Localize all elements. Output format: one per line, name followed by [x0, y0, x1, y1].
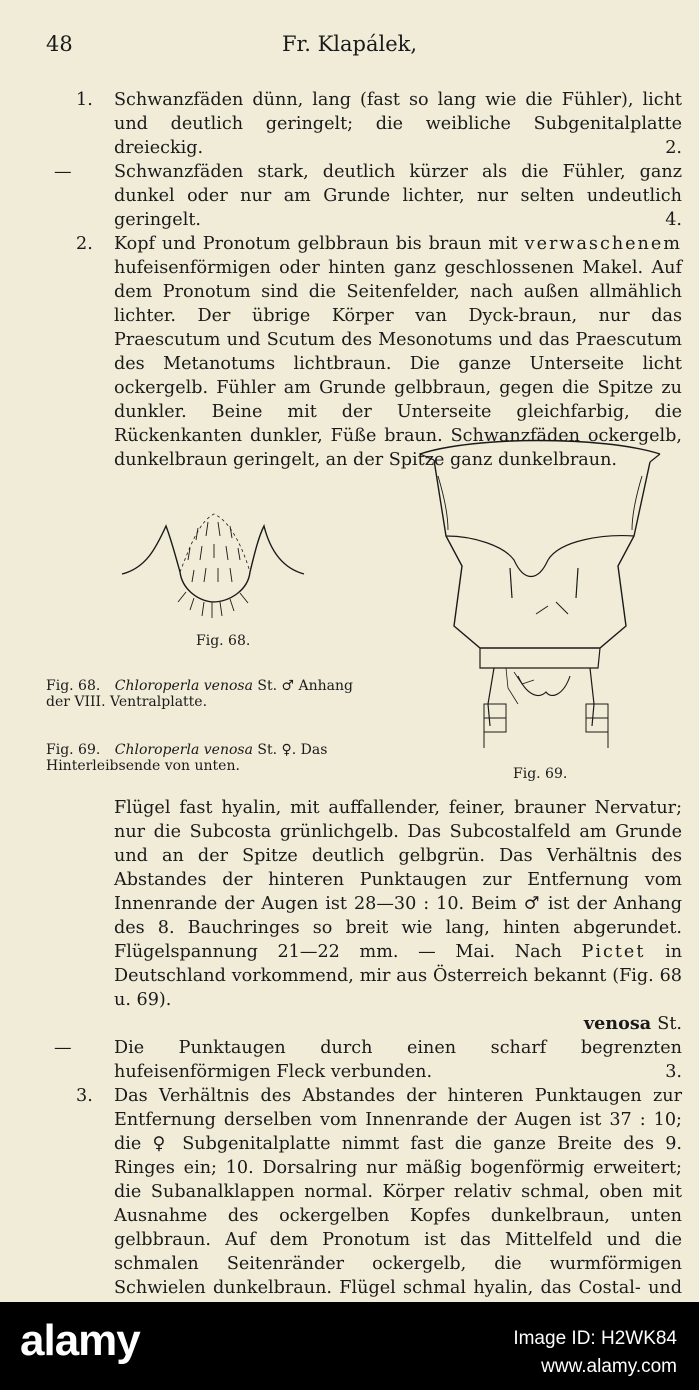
- entry-spaced-word: verwaschenem: [524, 234, 682, 254]
- entry-marker: —: [54, 162, 72, 182]
- description-text-a: Flügel fast hyalin, mit auffallender, feiner, brauner Nervatur; nur die Subcosta grünlichgelb. Das Subcostalfeld am Grunde und an der Spitze deutlich gelbgrün. Das Verhältnis des Abstandes der hinteren Punktaugen zur Entfernung vom Innenrande der Augen ist 28—30 : 10. Beim ♂ ist der Anhang des 8. Bauchringes so breit wie lang, hinten abgerundet. Flügelspannung 21—22 mm. — Mai. Nach: [114, 798, 682, 962]
- description-text-b: in Deutschland vorkommend, mir aus Österreich bekannt (Fig. 68 u. 69).: [114, 942, 683, 1010]
- running-title: Fr. Klapálek,: [281, 32, 418, 56]
- species-author: St.: [657, 1014, 682, 1034]
- entry-text: Schwanzfäden stark, deutlich kürzer als die Fühler, ganz dunkel oder nur am Grunde lichter, nur selten undeutlich geringelt.: [114, 162, 682, 230]
- species-description: [46, 796, 682, 1012]
- entry-text-b: hufeisenförmigen oder hinten ganz geschlossenen Makel. Auf dem Pronotum sind die Seitenfelder, nach außen allmählich lichter. Der übrige Körper van Dyck-braun, nur das Praescutum und Scutum des Mesonotums und das Praescutum des Metanotums lichtbraun. Die ganze Unterseite licht ockergelb. Fühler am Grunde gelbbraun, gegen die Spitze zu dunkler. Beine mit der Unterseite gleichfarbig, die Rückenkanten dunkler, Füße braun. Schwanzfäden ockergelb, dunkelbraun geringelt, an der Spitze ganz dunkelbraun.: [114, 258, 682, 470]
- key-section-top: [46, 88, 682, 472]
- page-number: 48: [46, 32, 73, 56]
- caption-text: Anhang der VIII. Ventralplatte.: [46, 678, 353, 710]
- key-entry-1: [46, 88, 682, 160]
- page-header: [0, 32, 699, 62]
- site-url: www.alamy.com: [541, 1356, 677, 1377]
- figure-69-drawing: [414, 436, 666, 756]
- entry-text: Die Punktaugen durch einen scharf begrenzten hufeisenförmigen Fleck verbunden.: [114, 1038, 682, 1082]
- figure-68-drawing: [118, 508, 308, 623]
- entry-ref: 4.: [665, 210, 682, 230]
- entry-ref: 2.: [665, 138, 682, 158]
- figure-69-label: Fig. 69.: [513, 766, 568, 782]
- entry-text-a: Kopf und Pronotum gelbbraun bis braun mit: [114, 234, 518, 254]
- species-name: venosa: [583, 1013, 652, 1034]
- stock-footer-bar: [0, 1302, 699, 1390]
- key-entry-3: [46, 1084, 682, 1324]
- entry-ref: 3.: [665, 1062, 682, 1082]
- species-result: [46, 1012, 682, 1036]
- key-entry-1-alt: [46, 160, 682, 232]
- entry-text: Schwanzfäden dünn, lang (fast so lang wie die Fühler), licht und deutlich geringelt; die weibliche Subgenitalplatte dreieckig.: [114, 90, 682, 158]
- entry-marker: —: [54, 1038, 72, 1058]
- caption-sex: ♀.: [281, 742, 297, 758]
- caption-species: Chloroperla venosa: [114, 742, 253, 758]
- brand-logo: alamy: [20, 1316, 140, 1365]
- caption-sex: ♂: [281, 678, 295, 694]
- key-section-bottom: [46, 796, 682, 1324]
- figure-68-label: Fig. 68.: [196, 633, 251, 649]
- entry-marker: 2.: [76, 234, 93, 254]
- entry-marker: 1.: [76, 90, 93, 110]
- caption-author: St.: [257, 678, 278, 694]
- entry-text: Das Verhältnis des Abstandes der hinteren Punktaugen zur Entfernung derselben vom Innenrande der Augen ist 37 : 10; die ♀ Subgenitalplatte nimmt fast die ganze Breite des 9. Ringes ein; 10. Dorsalring nur mäßig bogenförmig erweitert; die Subanalklappen normal. Körper relativ schmal, oben mit Ausnahme des ockergelben Kopfes dunkelbraun, unten gelbbraun. Auf dem Pronotum ist das Mittelfeld und die schmalen Seitenränder ockergelb, die wurmförmigen Schwielen dunkelbraun. Flügel schmal hyalin, das Costal- und: [114, 1086, 682, 1298]
- key-entry-2-alt: [46, 1036, 682, 1084]
- caption-species: Chloroperla venosa: [114, 678, 253, 694]
- caption-author: St.: [257, 742, 278, 758]
- caption-figure-69: [46, 742, 376, 774]
- caption-prefix: Fig. 69.: [46, 742, 101, 758]
- caption-prefix: Fig. 68.: [46, 678, 101, 694]
- image-id: Image ID: H2WK84: [513, 1328, 677, 1349]
- entry-marker: 3.: [76, 1086, 93, 1106]
- author-name: Pictet: [581, 942, 646, 962]
- caption-text: Das Hinterleibsende von unten.: [46, 742, 328, 774]
- caption-figure-68: [46, 678, 376, 710]
